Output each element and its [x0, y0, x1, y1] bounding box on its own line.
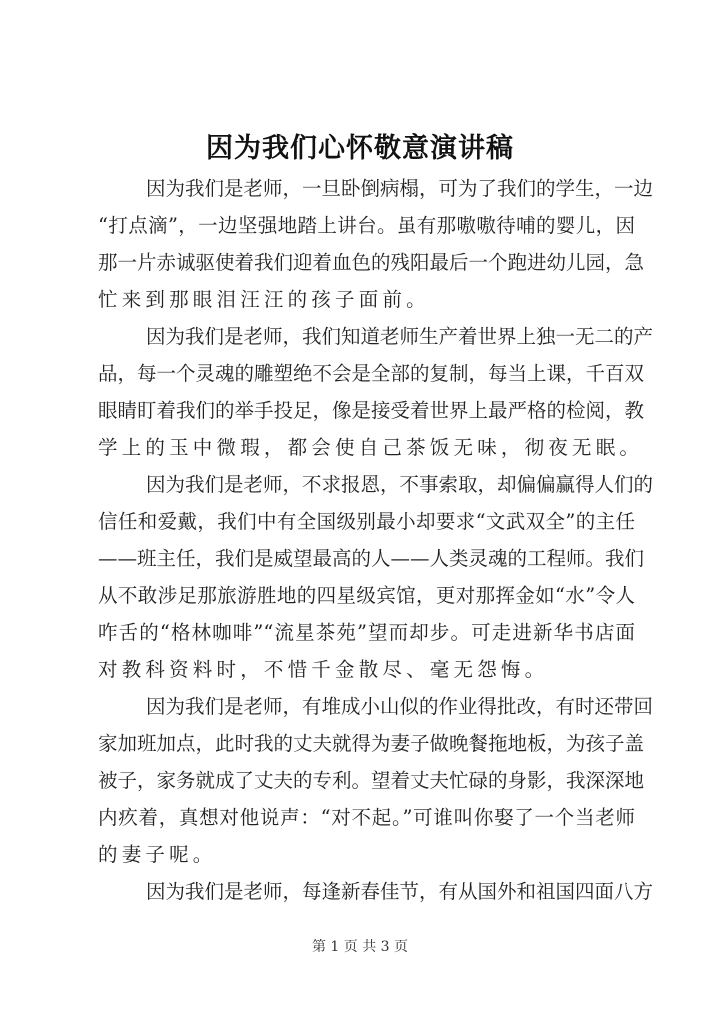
page-number-footer: 第 1 页 共 3 页	[311, 939, 409, 955]
paragraph	[98, 873, 654, 910]
paragraph	[98, 688, 654, 873]
document-title: 因为我们心怀敬意演讲稿	[206, 133, 514, 164]
paragraph-line: 因为我们是老师，我们知道老师生产着世界上独一无二的产	[146, 325, 654, 348]
paragraph-line: ——班主任，我们是威望最高的人——人类灵魂的工程师。我们	[98, 547, 645, 570]
paragraph-line: 咋舌的“格林咖啡”“流星茶苑”望而却步。可走进新华书店面	[98, 621, 635, 644]
paragraph-line: 因为我们是老师，一旦卧倒病榻，可为了我们的学生，一边	[146, 177, 654, 200]
paragraph	[98, 170, 654, 318]
document-body	[98, 170, 654, 910]
paragraph-line: 内疚着，真想对他说声：“对不起。”可谁叫你娶了一个当老师	[98, 806, 635, 829]
paragraph-line: 从不敢涉足那旅游胜地的四星级宾馆，更对那挥金如“水”令人	[98, 584, 635, 607]
paragraph-line: 忙来到那眼泪汪汪的孩子面前。	[98, 288, 430, 311]
paragraph-line: 被子，家务就成了丈夫的专利。望着丈夫忙碌的身影，我深深地	[98, 769, 645, 792]
paragraph-line: 那一片赤诚驱使着我们迎着血色的残阳最后一个跑进幼儿园，急	[98, 251, 645, 274]
paragraph-line: 的妻子呢。	[98, 843, 217, 866]
paragraph-line: 品，每一个灵魂的雕塑绝不会是全部的复制，每当上课，千百双	[98, 362, 645, 385]
paragraph-line: 因为我们是老师，不求报恩，不事索取，却偏偏赢得人们的	[146, 473, 654, 496]
paragraph-line: 因为我们是老师，每逢新春佳节，有从国外和祖国四面八方	[146, 880, 654, 903]
paragraph-line: 眼睛盯着我们的举手投足，像是接受着世界上最严格的检阅，教	[98, 399, 645, 422]
paragraph-line: 对教科资料时，不惜千金散尽、毫无怨悔。	[98, 658, 549, 681]
paragraph	[98, 466, 654, 688]
paragraph-line: 学上的玉中微瑕，都会使自己茶饭无味，彻夜无眠。	[98, 436, 644, 459]
paragraph-line: “打点滴”，一边坚强地踏上讲台。虽有那嗷嗷待哺的婴儿，因	[98, 214, 635, 237]
paragraph-line: 信任和爱戴，我们中有全国级别最小却要求“文武双全”的主任	[98, 510, 635, 533]
paragraph-line: 家加班加点，此时我的丈夫就得为妻子做晚餐拖地板，为孩子盖	[98, 732, 645, 755]
paragraph	[98, 318, 654, 466]
paragraph-line: 因为我们是老师，有堆成小山似的作业得批改，有时还带回	[146, 695, 654, 718]
